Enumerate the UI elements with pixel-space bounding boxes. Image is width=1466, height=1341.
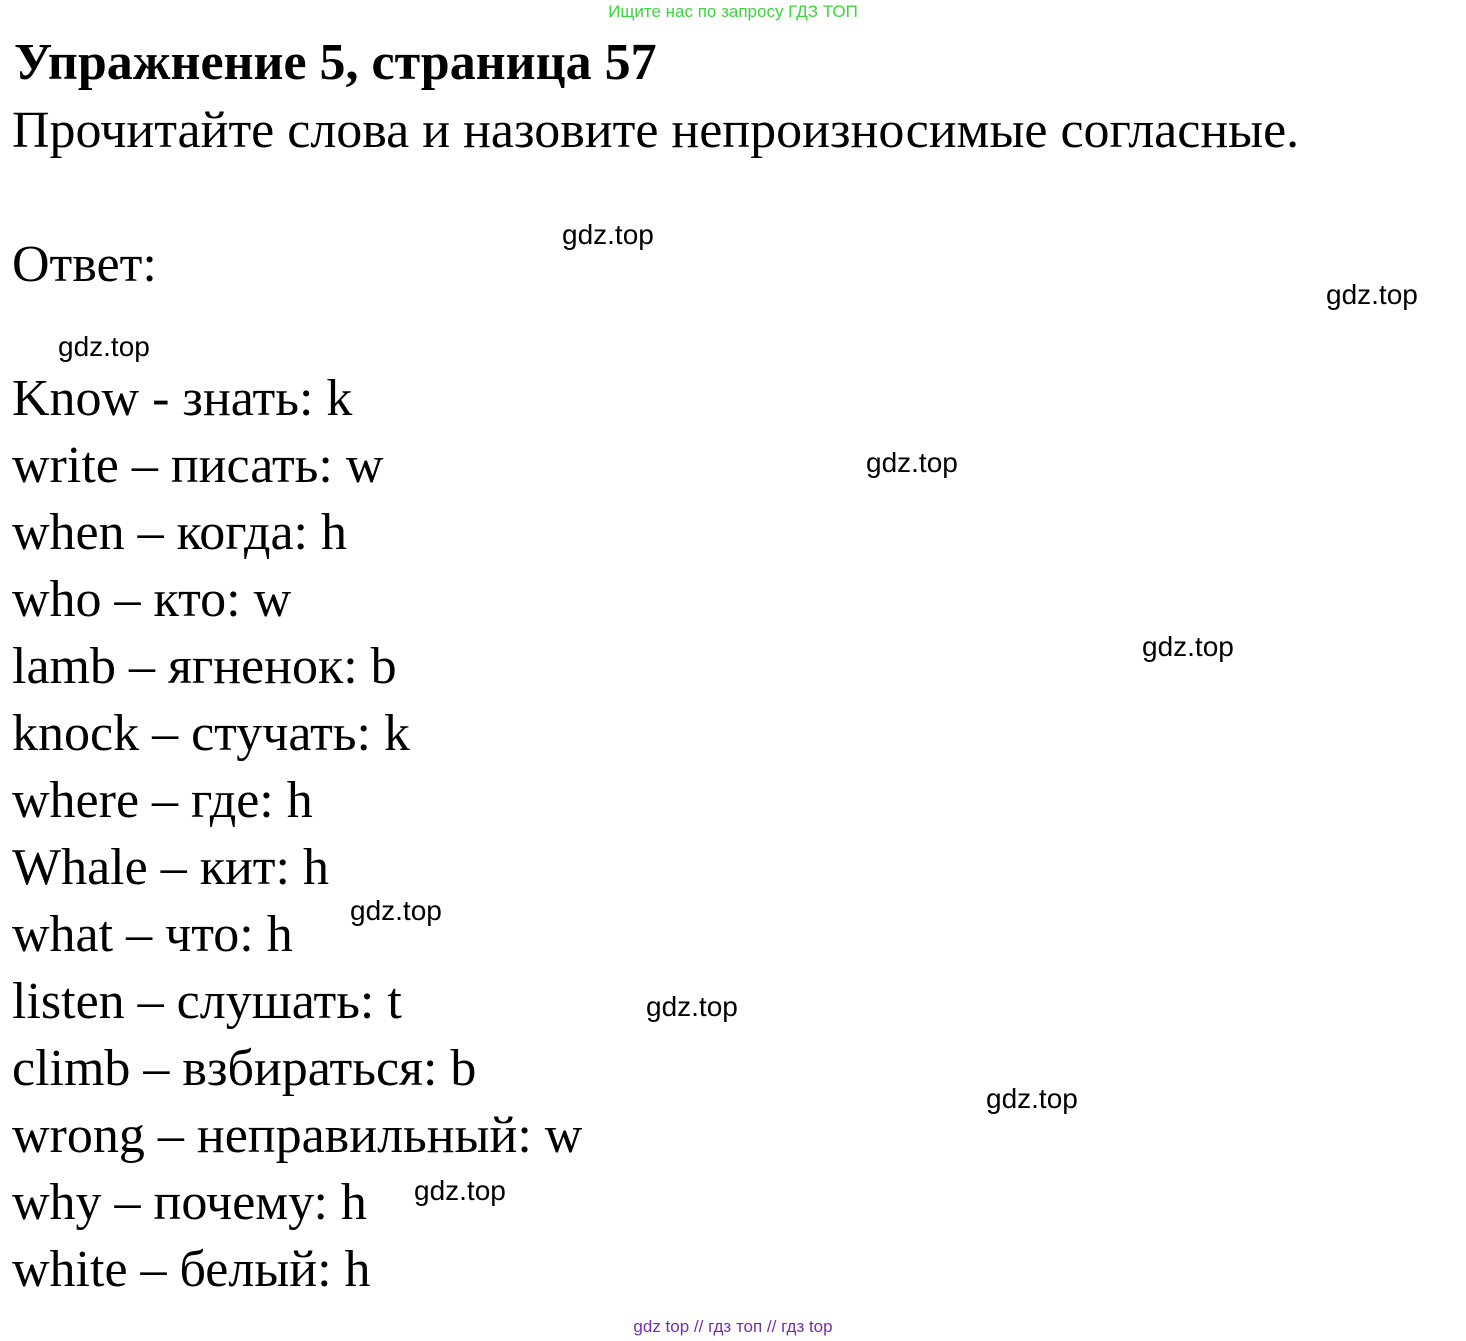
answer-item: wrong – неправильный: w (12, 1107, 583, 1164)
answer-item: why – почему: h (12, 1174, 367, 1231)
watermark: gdz.top (562, 219, 654, 250)
watermark: gdz.top (1326, 279, 1418, 310)
answer-item: when – когда: h (12, 504, 347, 561)
answer-item: who – кто: w (12, 571, 292, 628)
watermark: gdz.top (646, 991, 738, 1022)
answer-item: what – что: h (12, 906, 293, 963)
watermark: gdz.top (350, 895, 442, 926)
page-title: Упражнение 5, страница 57 (14, 34, 657, 91)
answer-list (12, 365, 582, 1303)
answer-item: knock – стучать: k (12, 705, 410, 762)
watermark: gdz.top (58, 331, 150, 362)
answer-item: Whale – кит: h (12, 839, 329, 896)
answer-label: Ответ: (12, 236, 157, 293)
watermark: gdz.top (986, 1083, 1078, 1114)
watermark: gdz.top (414, 1175, 506, 1206)
task-text: Прочитайте слова и назовите непроизносимые согласные. (12, 102, 1300, 159)
answer-item: lamb – ягненок: b (12, 638, 397, 695)
watermark: gdz.top (866, 447, 958, 478)
footer-watermark: gdz top // гдз топ // гдз top (633, 1317, 833, 1336)
watermark: gdz.top (1142, 631, 1234, 662)
answer-item: where – где: h (12, 772, 313, 829)
answer-item: white – белый: h (12, 1241, 371, 1298)
answer-item: write – писать: w (12, 437, 384, 494)
answer-item: listen – слушать: t (12, 973, 402, 1030)
answer-item: Know - знать: k (12, 370, 353, 427)
top-banner: Ищите нас по запросу ГДЗ ТОП (608, 2, 858, 21)
answer-item: climb – взбираться: b (12, 1040, 477, 1097)
